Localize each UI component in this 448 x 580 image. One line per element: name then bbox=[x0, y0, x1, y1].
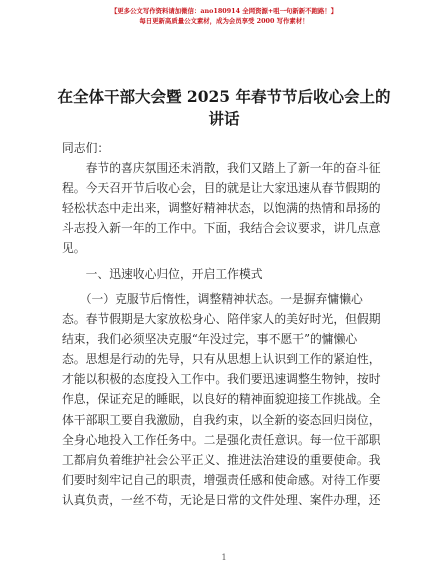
body-line: 态。思想是行动的先导，只有从思想上认识到工作的紧迫性， bbox=[62, 352, 381, 367]
body-line: 才能以积极的态度投入工作中。我们要迅速调整生物钟，按时 bbox=[62, 372, 381, 387]
title-line-2: 讲话 bbox=[208, 109, 240, 128]
body-line: 态。春节假期是大家放松身心、陪伴家人的美好时光，但假期 bbox=[62, 312, 381, 327]
body-line: 全身心地投入工作任务中。二是强化责任意识。每一位干部职 bbox=[62, 432, 381, 447]
intro-line: 春节的喜庆氛围还未消散，我们又踏上了新一年的奋斗征 bbox=[62, 161, 381, 175]
page-number: 1 bbox=[221, 553, 227, 562]
section-heading: 一、迅速收心归位，开启工作模式 bbox=[62, 267, 263, 281]
body-line: 结束，我们必须坚决克服“年没过完，事不愿干”的慵懒心 bbox=[62, 332, 358, 347]
intro-line: 程。今天召开节后收心会，目的就是让大家迅速从春节假期的 bbox=[62, 181, 381, 196]
promo-banner-line-2: 每日更新高质量公文素材，成为会员享受 2000 写作素材！ bbox=[139, 17, 309, 25]
intro-line: 见。 bbox=[62, 241, 86, 256]
intro-line: 轻松状态中走出来，调整好精神状态，以饱满的热情和昂扬的 bbox=[62, 201, 381, 216]
promo-banner bbox=[0, 6, 448, 26]
body-line: 工都肩负着维护社会公平正义、推进法治建设的重要使命。我 bbox=[62, 452, 381, 467]
document-title bbox=[40, 86, 408, 130]
intro-paragraph bbox=[62, 158, 388, 258]
body-line: （一）克服节后惰性，调整精神状态。一是摒弃慵懒心 bbox=[62, 292, 363, 306]
intro-line: 斗志投入新一年的工作中。下面，我结合会议要求，讲几点意 bbox=[62, 221, 381, 236]
body-line: 们要时刻牢记自己的职责，增强责任感和使命感。对待工作要 bbox=[62, 472, 381, 487]
body-line: 体干部职工要自我激励，自我约束，以全新的姿态回归岗位， bbox=[62, 412, 381, 427]
body-line: 作息，保证充足的睡眠，以良好的精神面貌迎接工作挑战。全 bbox=[62, 392, 381, 407]
promo-banner-line-1: 【更多公文写作资料请加微信：ano180914 全网资源+咀一句新新不跑路！】 bbox=[110, 7, 338, 15]
title-line-1: 在全体干部大会暨 2025 年春节节后收心会上的 bbox=[57, 87, 391, 106]
salutation: 同志们： bbox=[62, 141, 110, 155]
body-paragraph bbox=[62, 289, 388, 510]
body-line: 认真负责，一丝不苟，无论是日常的文件处理、案件办理，还 bbox=[62, 492, 381, 507]
